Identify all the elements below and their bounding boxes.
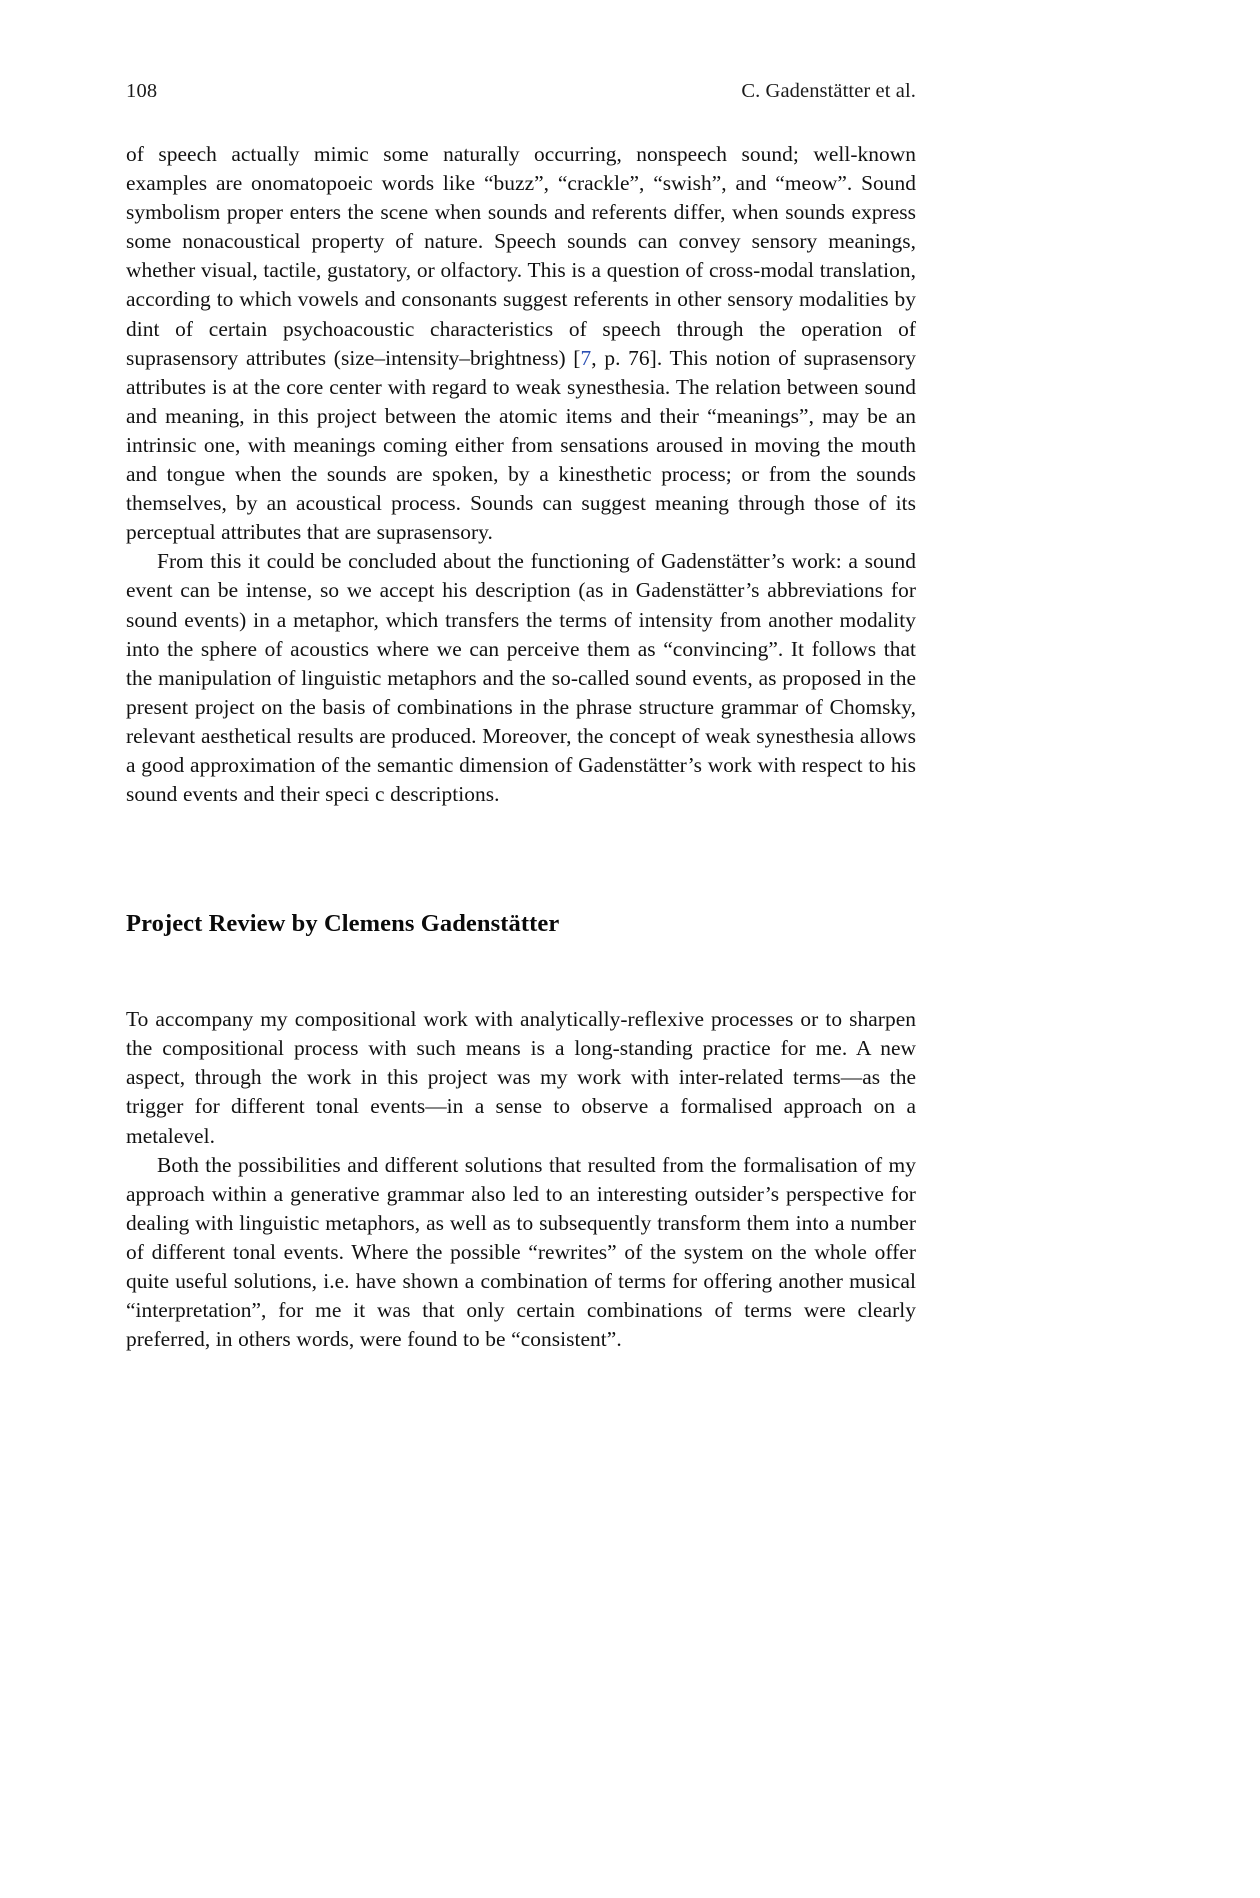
- body-text-block: [126, 140, 916, 809]
- paragraph-gadenstatter-functioning: From this it could be concluded about the functioning of Gadenstätter’s work: a sound event can be intense, so we accept his description (as in Gadenstätter’s abbreviations for sound events) in a metaphor, which transfers the terms of intensity from another modality into the sphere of acoustics where we can perceive them as “convincing”. It follows that the manipulation of linguistic metaphors and the so-called sound events, as proposed in the present project on the basis of combinations in the phrase structure grammar of Chomsky, relevant aesthetical results are produced. Moreover, the concept of weak synesthesia allows a good approximation of the semantic dimension of Gadenstätter’s work with respect to his sound events and their speci c descriptions.: [126, 549, 916, 807]
- reference-link[interactable]: 7: [580, 345, 592, 370]
- page-content-column: [126, 0, 916, 1354]
- running-head: [126, 76, 916, 106]
- page-number: 108: [126, 80, 158, 102]
- paragraph-accompany: To accompany my compositional work with analytically-reflexive processes or to sharpen the compositional process with such means is a long-standing practice for me. A new aspect, through the work in this project was my work with inter-related terms—as the trigger for different tonal events—in a sense to observe a formalised approach on a metalevel.: [126, 1007, 916, 1148]
- section-heading-project-review: Project Review by Clemens Gadenstätter: [126, 910, 560, 938]
- paragraph-possibilities: Both the possibilities and different solutions that resulted from the formalisation of my approach within a generative grammar also led to an interesting outsider’s perspective for dealing with linguistic metaphors, as well as to subsequently transform them into a number of different tonal events. Where the possible “rewrites” of the system on the whole offer quite useful solutions, i.e. have shown a combination of terms for offering another musical “interpretation”, for me it was that only certain combinations of terms were clearly preferred, in others words, were found to be “consistent”.: [126, 1152, 916, 1352]
- running-head-authors: C. Gadenstätter et al.: [741, 80, 916, 102]
- paragraph-speech-sounds: of speech actually mimic some naturally occurring, nonspeech sound; well-known examples are onomatopoeic words like “buzz”, “crackle”, “swish”, and “meow”. Sound symbolism proper enters the scene when sounds and referents differ, when sounds express some nonacoustical property of nature. Speech sounds can convey sensory meanings, whether visual, tactile, gustatory, or olfactory. This is a question of cross-modal translation, according to which vowels and consonants suggest referents in other sensory modalities by dint of certain psychoacoustic characteristics of speech through the operation of suprasensory attributes (size–intensity–brightness) [7, p. 76]. This notion of suprasensory attributes is at the core center with regard to weak synesthesia. The relation between sound and meaning, in this project between the atomic items and their “meanings”, may be an intrinsic one, with meanings coming either from sensations aroused in moving the mouth and tongue when the sounds are spoken, by a kinesthetic process; or from the sounds themselves, by an acoustical process. Sounds can suggest meaning through those of its perceptual attributes that are suprasensory.: [126, 142, 916, 545]
- section-body-block: [126, 1005, 916, 1354]
- section-heading-wrap: [126, 909, 916, 939]
